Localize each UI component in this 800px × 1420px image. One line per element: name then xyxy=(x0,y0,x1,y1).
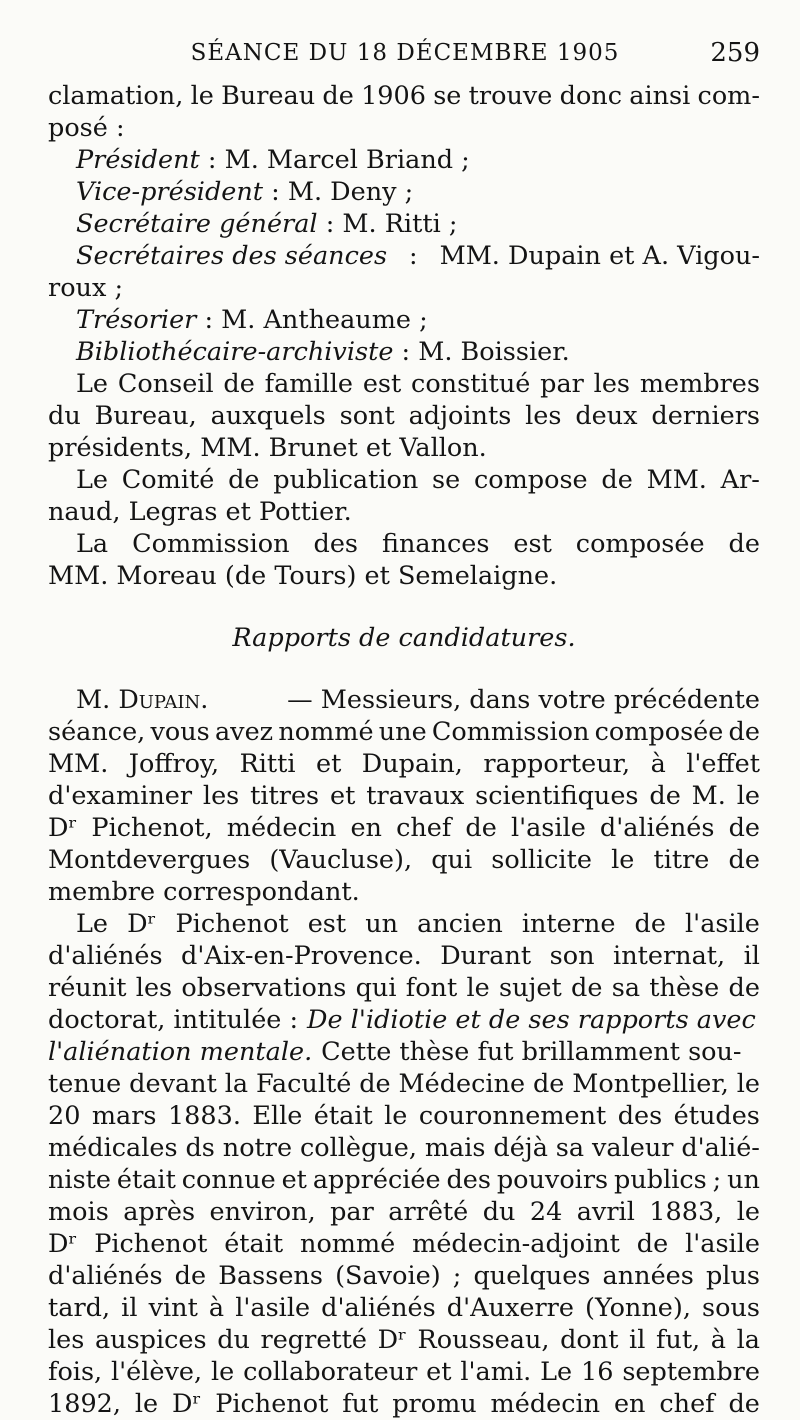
paragraph-line: d'examiner les titres et travaux scientifiques de M. le xyxy=(48,781,760,811)
paragraph-line: naud, Legras et Pottier. xyxy=(48,497,352,527)
role-label: Président xyxy=(76,145,200,175)
thesis-title: l'aliénation mentale. xyxy=(48,1037,313,1067)
paragraph-line: réunit les observations qui font le sujet de sa thèse de xyxy=(48,973,760,1003)
separator: : xyxy=(409,241,418,271)
body-text xyxy=(48,80,760,1420)
paragraph-line: niste était connue et appréciée des pouvoirs publics ; un xyxy=(48,1165,760,1195)
paragraph-line-with-title xyxy=(48,1036,760,1068)
member-name: M. Deny ; xyxy=(287,177,414,207)
report-text: — Messieurs, dans votre précédente xyxy=(287,685,760,715)
speaker-name: M. Dupain. xyxy=(76,685,209,715)
paragraph-line: fois, l'élève, le collaborateur et l'ami. Le 16 septembre xyxy=(48,1357,760,1387)
paragraph-line: membre correspondant. xyxy=(48,877,360,907)
page-header xyxy=(50,38,760,74)
bureau-member-librarian: Bibliothécaire-archiviste : M. Boissier. xyxy=(76,337,570,367)
paragraph-line: les auspices du regretté Dʳ Rousseau, dont il fut, à la xyxy=(48,1325,760,1355)
member-name: MM. Dupain et A. Vigou- xyxy=(439,241,760,271)
bureau-member-president: Président : M. Marcel Briand ; xyxy=(76,145,470,175)
section-title: Rapports de candidatures. xyxy=(232,623,576,653)
running-head: SÉANCE DU 18 DÉCEMBRE 1905 xyxy=(190,40,620,66)
paragraph-line: d'aliénés d'Aix-en-Provence. Durant son internat, il xyxy=(48,941,760,971)
bureau-member-vice-president: Vice-président : M. Deny ; xyxy=(76,177,414,207)
role-label: Bibliothécaire-archiviste xyxy=(76,337,394,367)
bureau-member-secretary-general: Secrétaire général : M. Ritti ; xyxy=(76,209,458,239)
bureau-member-treasurer: Trésorier : M. Antheaume ; xyxy=(76,305,428,335)
report-text: Cette thèse fut brillamment sou- xyxy=(321,1037,742,1067)
role-label: Secrétaire général xyxy=(76,209,318,239)
paragraph-line: Le Comité de publication se compose de MM. Ar- xyxy=(76,465,760,495)
paragraph-line: d'aliénés de Bassens (Savoie) ; quelques années plus xyxy=(48,1261,760,1291)
paragraph-line: MM. Moreau (de Tours) et Semelaigne. xyxy=(48,561,558,591)
paragraph-line: médicales ds notre collègue, mais déjà sa valeur d'alié- xyxy=(48,1133,760,1163)
paragraph-line: Dʳ Pichenot était nommé médecin-adjoint de l'asile xyxy=(48,1229,760,1259)
member-name: M. Ritti ; xyxy=(342,209,458,239)
paragraph-line: Montdevergues (Vaucluse), qui sollicite le titre de xyxy=(48,845,760,875)
bureau-member-session-secretaries xyxy=(48,240,760,272)
spacer xyxy=(48,654,760,684)
report-first-line xyxy=(48,684,760,716)
paragraph-line: 20 mars 1883. Elle était le couronnement des études xyxy=(48,1101,760,1131)
member-name: M. Antheaume ; xyxy=(221,305,428,335)
paragraph-line: présidents, MM. Brunet et Vallon. xyxy=(48,433,487,463)
paragraph-line: Dʳ Pichenot, médecin en chef de l'asile d'aliénés de xyxy=(48,813,760,843)
page-number: 259 xyxy=(710,38,760,68)
paragraph-line-with-title xyxy=(48,1004,760,1036)
bureau-intro-line: clamation, le Bureau de 1906 se trouve donc ainsi com- xyxy=(48,81,760,111)
paragraph-line: du Bureau, auxquels sont adjoints les deux derniers xyxy=(48,401,760,431)
thesis-title: De l'idiotie et de ses rapports avec xyxy=(307,1005,756,1035)
member-name: M. Marcel Briand ; xyxy=(224,145,470,175)
report-text: doctorat, intitulée : xyxy=(48,1005,299,1035)
role-label: Secrétaires des séances xyxy=(76,241,388,271)
paragraph-line: tenue devant la Faculté de Médecine de Montpellier, le xyxy=(48,1069,760,1099)
paragraph-line: Le Dʳ Pichenot est un ancien interne de l'asile xyxy=(76,909,760,939)
paragraph-line: Le Conseil de famille est constitué par les membres xyxy=(76,369,760,399)
bureau-intro-line: posé : xyxy=(48,113,125,143)
spacer xyxy=(48,592,760,622)
paragraph-line: La Commission des finances est composée de xyxy=(76,529,760,559)
member-name: M. Boissier. xyxy=(418,337,570,367)
role-label: Trésorier xyxy=(76,305,197,335)
paragraph-line: mois après environ, par arrêté du 24 avril 1883, le xyxy=(48,1197,760,1227)
paragraph-line: 1892, le Dʳ Pichenot fut promu médecin en chef de xyxy=(48,1389,760,1419)
paragraph-line: MM. Joffroy, Ritti et Dupain, rapporteur, à l'effet xyxy=(48,749,760,779)
paragraph-line: tard, il vint à l'asile d'aliénés d'Auxerre (Yonne), sous xyxy=(48,1293,760,1323)
paragraph-line: séance, vous avez nommé une Commission composée de xyxy=(48,717,760,747)
bureau-member-continuation: roux ; xyxy=(48,273,124,303)
role-label: Vice-président xyxy=(76,177,264,207)
